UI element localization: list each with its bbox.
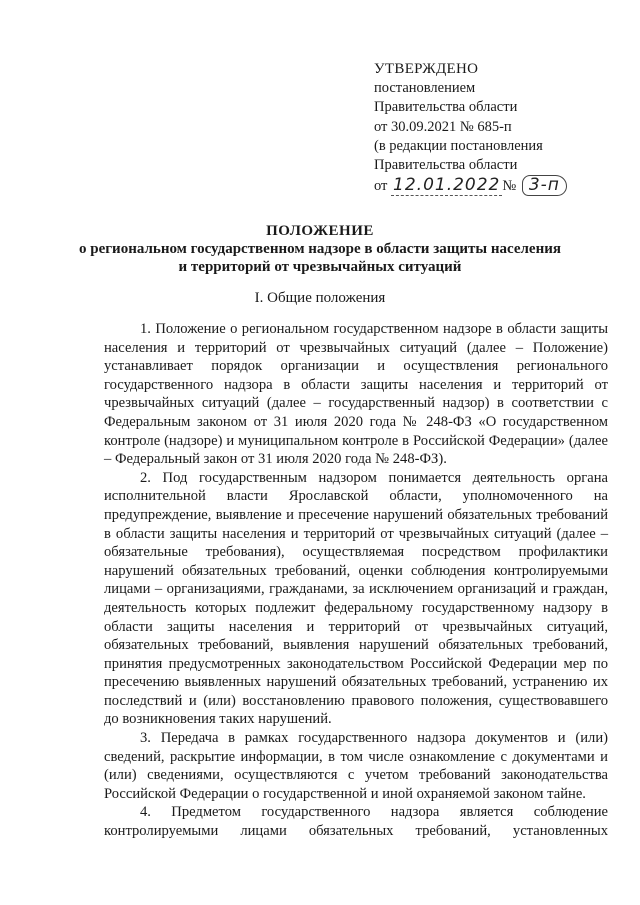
paragraph-1: 1. Положение о региональном государственном надзоре в области защиты населения и территорий от чрезвычайных ситуаций (далее – Положение) устанавливает порядок организации и осуществления регионального государственного надзора в области защиты населения и территорий от чрезвычайных ситуаций (далее – государственный надзор) в соответствии с Федеральным законом от 31 июля 2020 года № 248-ФЗ «О государственном контроле (надзоре) и муниципальном контроле в Российской Федерации» (далее – Федеральный закон от 31 июля 2020 года № 248-ФЗ). <box>104 321 608 468</box>
handwritten-number: 3-п <box>522 175 567 196</box>
approval-stamp <box>374 60 624 196</box>
approval-line-4: (в редакции постановления <box>374 137 543 154</box>
approval-line-5: Правительства области <box>374 157 518 174</box>
approval-line-6 <box>374 175 624 196</box>
document-body <box>104 320 608 841</box>
document-title-block <box>0 222 640 276</box>
section-heading: I. Общие положения <box>254 290 386 306</box>
document-subtitle-line-2: и территорий от чрезвычайных ситуаций <box>178 259 462 275</box>
approval-from-prefix: от <box>374 178 388 195</box>
number-sign: № <box>502 178 517 195</box>
approval-line-2: Правительства области <box>374 99 518 116</box>
paragraph-2: 2. Под государственным надзором понимается деятельность органа исполнительной власти Ярославской области, уполномоченного на предупреждение, выявление и пресечение нарушений обязательных требований в области защиты населения и территорий от чрезвычайных ситуаций (далее – обязательные требования), осуществляемая посредством профилактики нарушений обязательных требований, оценки соблюдения контролируемыми лицами – организациями, гражданами, за исключением организаций и граждан, деятельность которых подлежит федеральному государственному надзору в области защиты населения и территорий от чрезвычайных ситуаций, обязательных требований, выявления нарушений обязательных требований, принятия предусмотренных законодательством Российской Федерации мер по пресечению выявленных нарушений обязательных требований, устранению их последствий и (или) восстановлению правового положения, существовавшего до возникновения таких нарушений. <box>104 469 608 728</box>
approval-title: УТВЕРЖДЕНО <box>374 61 479 77</box>
paragraph-4: 4. Предметом государственного надзора является соблюдение контролируемыми лицами обязательных требований, установленных <box>104 804 608 840</box>
paragraph-3: 3. Передача в рамках государственного надзора документов и (или) сведений, раскрытие информации, в том числе ознакомление с документами и (или) сведениями, осуществляются с учетом требований законодательства Российской Федерации о государственной и иной охраняемой законом тайне. <box>104 730 608 802</box>
handwritten-date: 12.01.2022 <box>393 175 501 196</box>
approval-line-1: постановлением <box>374 80 476 97</box>
approval-line-3: от 30.09.2021 № 685-п <box>374 118 512 135</box>
document-title: ПОЛОЖЕНИЕ <box>266 223 374 239</box>
document-subtitle-line-1: о региональном государственном надзоре в области защиты населения <box>79 241 561 257</box>
